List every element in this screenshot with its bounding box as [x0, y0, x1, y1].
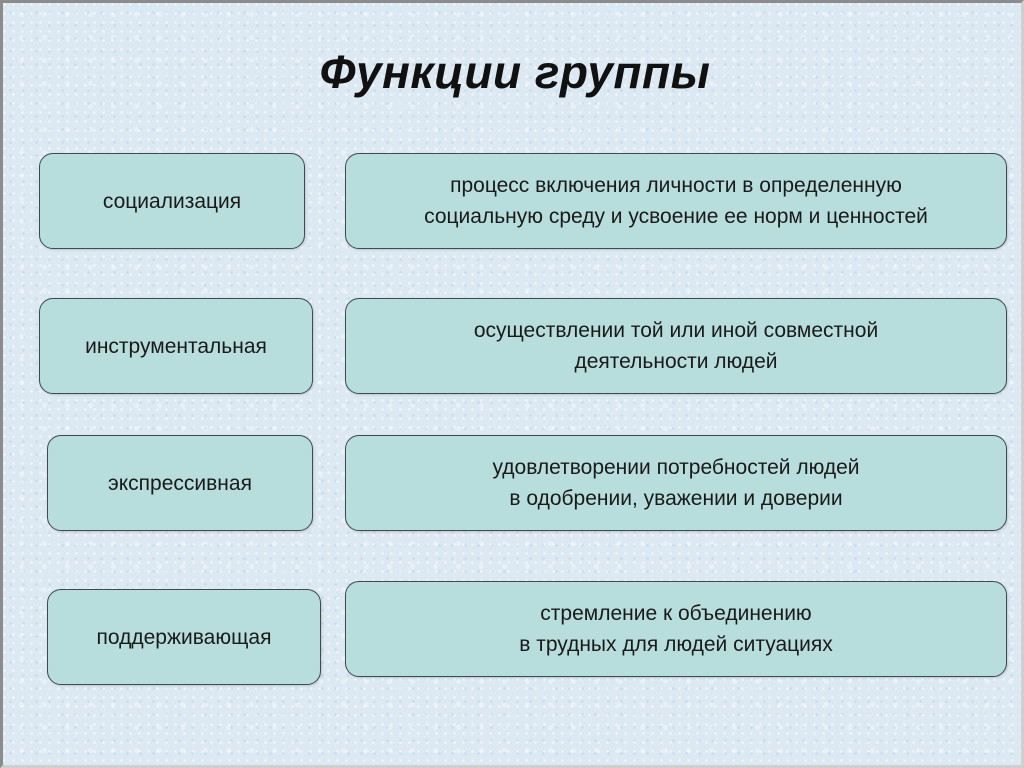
function-description-line: процесс включения личности в определенную — [450, 174, 902, 197]
function-description-box — [345, 435, 1007, 531]
function-term-box — [39, 298, 313, 394]
function-description-box — [345, 153, 1007, 249]
function-description-box — [345, 581, 1007, 677]
slide-title: Функции группы — [319, 46, 711, 98]
function-term-label: поддерживающая — [96, 625, 272, 649]
function-description-line: социальную среду и усвоение ее норм и ценностей — [424, 205, 928, 228]
function-description-line: в трудных для людей ситуациях — [519, 633, 833, 656]
function-term-label: социализация — [102, 189, 242, 213]
function-description-line: стремление к объединению — [540, 602, 812, 625]
function-term-box — [47, 589, 321, 685]
function-term-label: экспрессивная — [108, 471, 252, 495]
function-term-box — [39, 153, 305, 249]
function-description-line: в одобрении, уважении и доверии — [509, 487, 843, 510]
function-description-box — [345, 298, 1007, 394]
function-description-line: деятельности людей — [574, 350, 778, 373]
function-description-line: удовлетворении потребностей людей — [492, 456, 860, 479]
function-term-label: инструментальная — [85, 334, 267, 358]
function-description-line: осуществлении той или иной совместной — [473, 319, 879, 342]
function-term-box — [47, 435, 313, 531]
